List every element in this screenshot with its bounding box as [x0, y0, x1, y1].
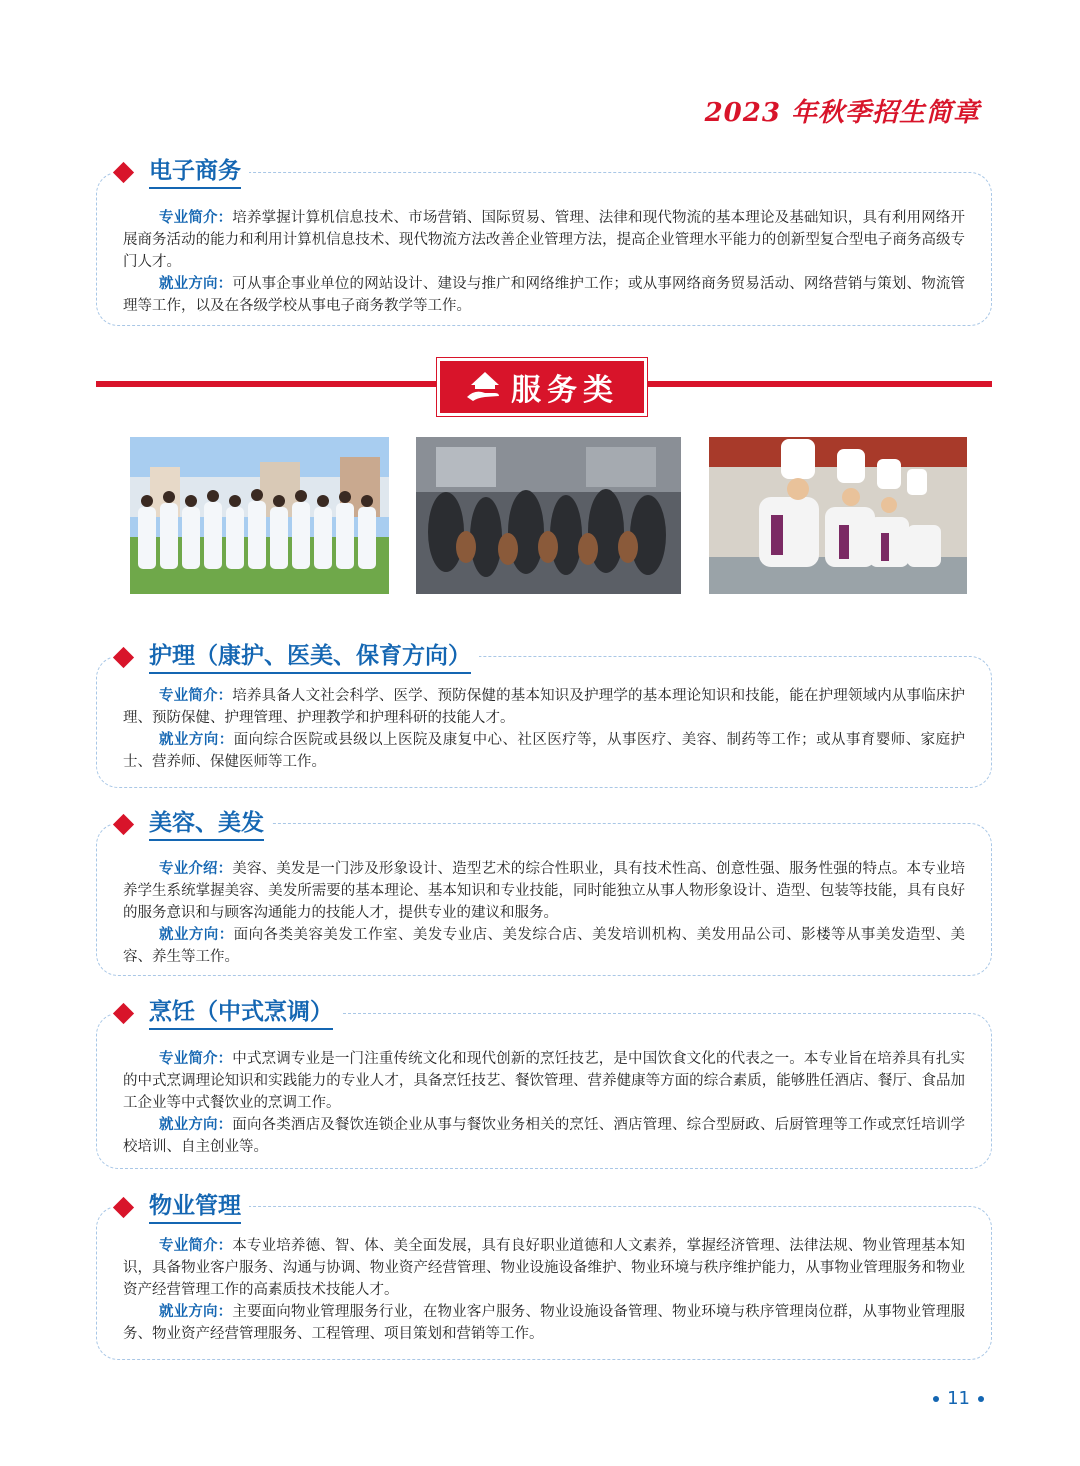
diamond-bullet-icon [113, 1003, 134, 1024]
dot-icon [978, 1396, 984, 1402]
beauty-intro: 专业介绍：美容、美发是一门涉及形象设计、造型艺术的综合性职业，具有技术性高、创意性强、服务性强的特点。本专业培养学生系统掌握美容、美发所需要的基本理论、基本知识和专业技能，同时能独立从事人物形象设计、造型、包装等技能，具有良好的服务意识和与顾客沟通能力的技能人才，提供专业的建议和服务。 [123, 861, 966, 921]
hairdressing-class-photo [416, 437, 681, 594]
property-title: 物业管理 [149, 1191, 241, 1224]
property-intro: 专业简介：本专业培养德、智、体、美全面发展，具有良好职业道德和人文素养，掌握经济管理、法律法规、物业管理基本知识，具备物业客户服务、沟通与协调、物业资产经营管理、物业设施设备维护、物业环境与秩序维护能力，从事物业管理服务和物业资产经营管理工作的高素质技术技能人才。 [123, 1238, 966, 1298]
banner-label: 服务类 [511, 373, 619, 408]
diamond-bullet-icon [113, 1197, 134, 1218]
diamond-bullet-icon [113, 647, 134, 668]
page-number-text: 11 [947, 1388, 970, 1409]
cooking-job: 就业方向：面向各类酒店及餐饮连锁企业从事与餐饮业务相关的烹饪、酒店管理、综合型厨政、后厨管理等工作或烹饪培训学校培训、自主创业等。 [123, 1117, 966, 1155]
beauty-job: 就业方向：面向各类美容美发工作室、美发专业店、美发综合店、美发培训机构、美发用品公司、影楼等从事美发造型、美容、养生等工作。 [123, 927, 965, 965]
cooking-intro: 专业简介：中式烹调专业是一门注重传统文化和现代创新的烹饪技艺，是中国饮食文化的代表之一。本专业旨在培养具有扎实的中式烹调理论知识和实践能力的专业人才，具备烹饪技艺、餐饮管理、营养健康等方面的综合素质，能够胜任酒店、餐厅、食品加工企业等中式餐饮业的烹调工作。 [123, 1051, 966, 1111]
cooking-heading [112, 997, 341, 1030]
diamond-bullet-icon [113, 162, 134, 183]
nursing-heading [112, 641, 479, 674]
hand-house-icon [465, 367, 505, 407]
nursing-title: 护理（康护、医美、保育方向） [149, 641, 471, 674]
property-section [96, 1206, 992, 1360]
ecommerce-intro: 专业简介：培养掌握计算机信息技术、市场营销、国际贸易、管理、法律和现代物流的基本理论及基础知识，具有利用网络开展商务活动的能力和利用计算机信息技术、现代物流方法改善企业管理方法，提高企业管理水平能力的创新型复合型电子商务高级专门人才。 [123, 210, 966, 270]
service-category-banner [437, 358, 647, 416]
beauty-heading [112, 808, 272, 841]
property-job: 就业方向：主要面向物业管理服务行业，在物业客户服务、物业设施设备管理、物业环境与秩序管理岗位群，从事物业管理服务、物业资产经营管理服务、工程管理、项目策划和营销等工作。 [123, 1304, 966, 1342]
ecommerce-job: 就业方向：可从事企事业单位的网站设计、建设与推广和网络维护工作；或从事网络商务贸易活动、网络营销与策划、物流管理等工作，以及在各级学校从事电子商务教学等工作。 [123, 276, 966, 314]
beauty-title: 美容、美发 [149, 808, 264, 841]
ecommerce-section [96, 172, 992, 326]
cooking-section [96, 1013, 992, 1169]
dot-icon [933, 1396, 939, 1402]
nursing-intro: 专业简介：培养具备人文社会科学、医学、预防保健的基本知识及护理学的基本理论知识和技能，能在护理领域内从事临床护理、预防保健、护理管理、护理教学和护理科研的技能人才。 [123, 688, 966, 726]
chef-students-photo [709, 437, 967, 594]
brochure-title: 2023 年秋季招生简章 [704, 98, 980, 128]
cooking-title: 烹饪（中式烹调） [149, 997, 333, 1030]
ecommerce-heading [112, 156, 249, 189]
diamond-bullet-icon [113, 814, 134, 835]
nursing-job: 就业方向：面向综合医院或县级以上医院及康复中心、社区医疗等，从事医疗、美容、制药等工作；或从事育婴师、家庭护士、营养师、保健医师等工作。 [123, 732, 965, 770]
ecommerce-title: 电子商务 [149, 156, 241, 189]
beauty-section [96, 823, 992, 976]
nursing-section [96, 656, 992, 788]
property-heading [112, 1191, 249, 1224]
page-number [925, 1388, 992, 1409]
nursing-students-photo [130, 437, 389, 594]
